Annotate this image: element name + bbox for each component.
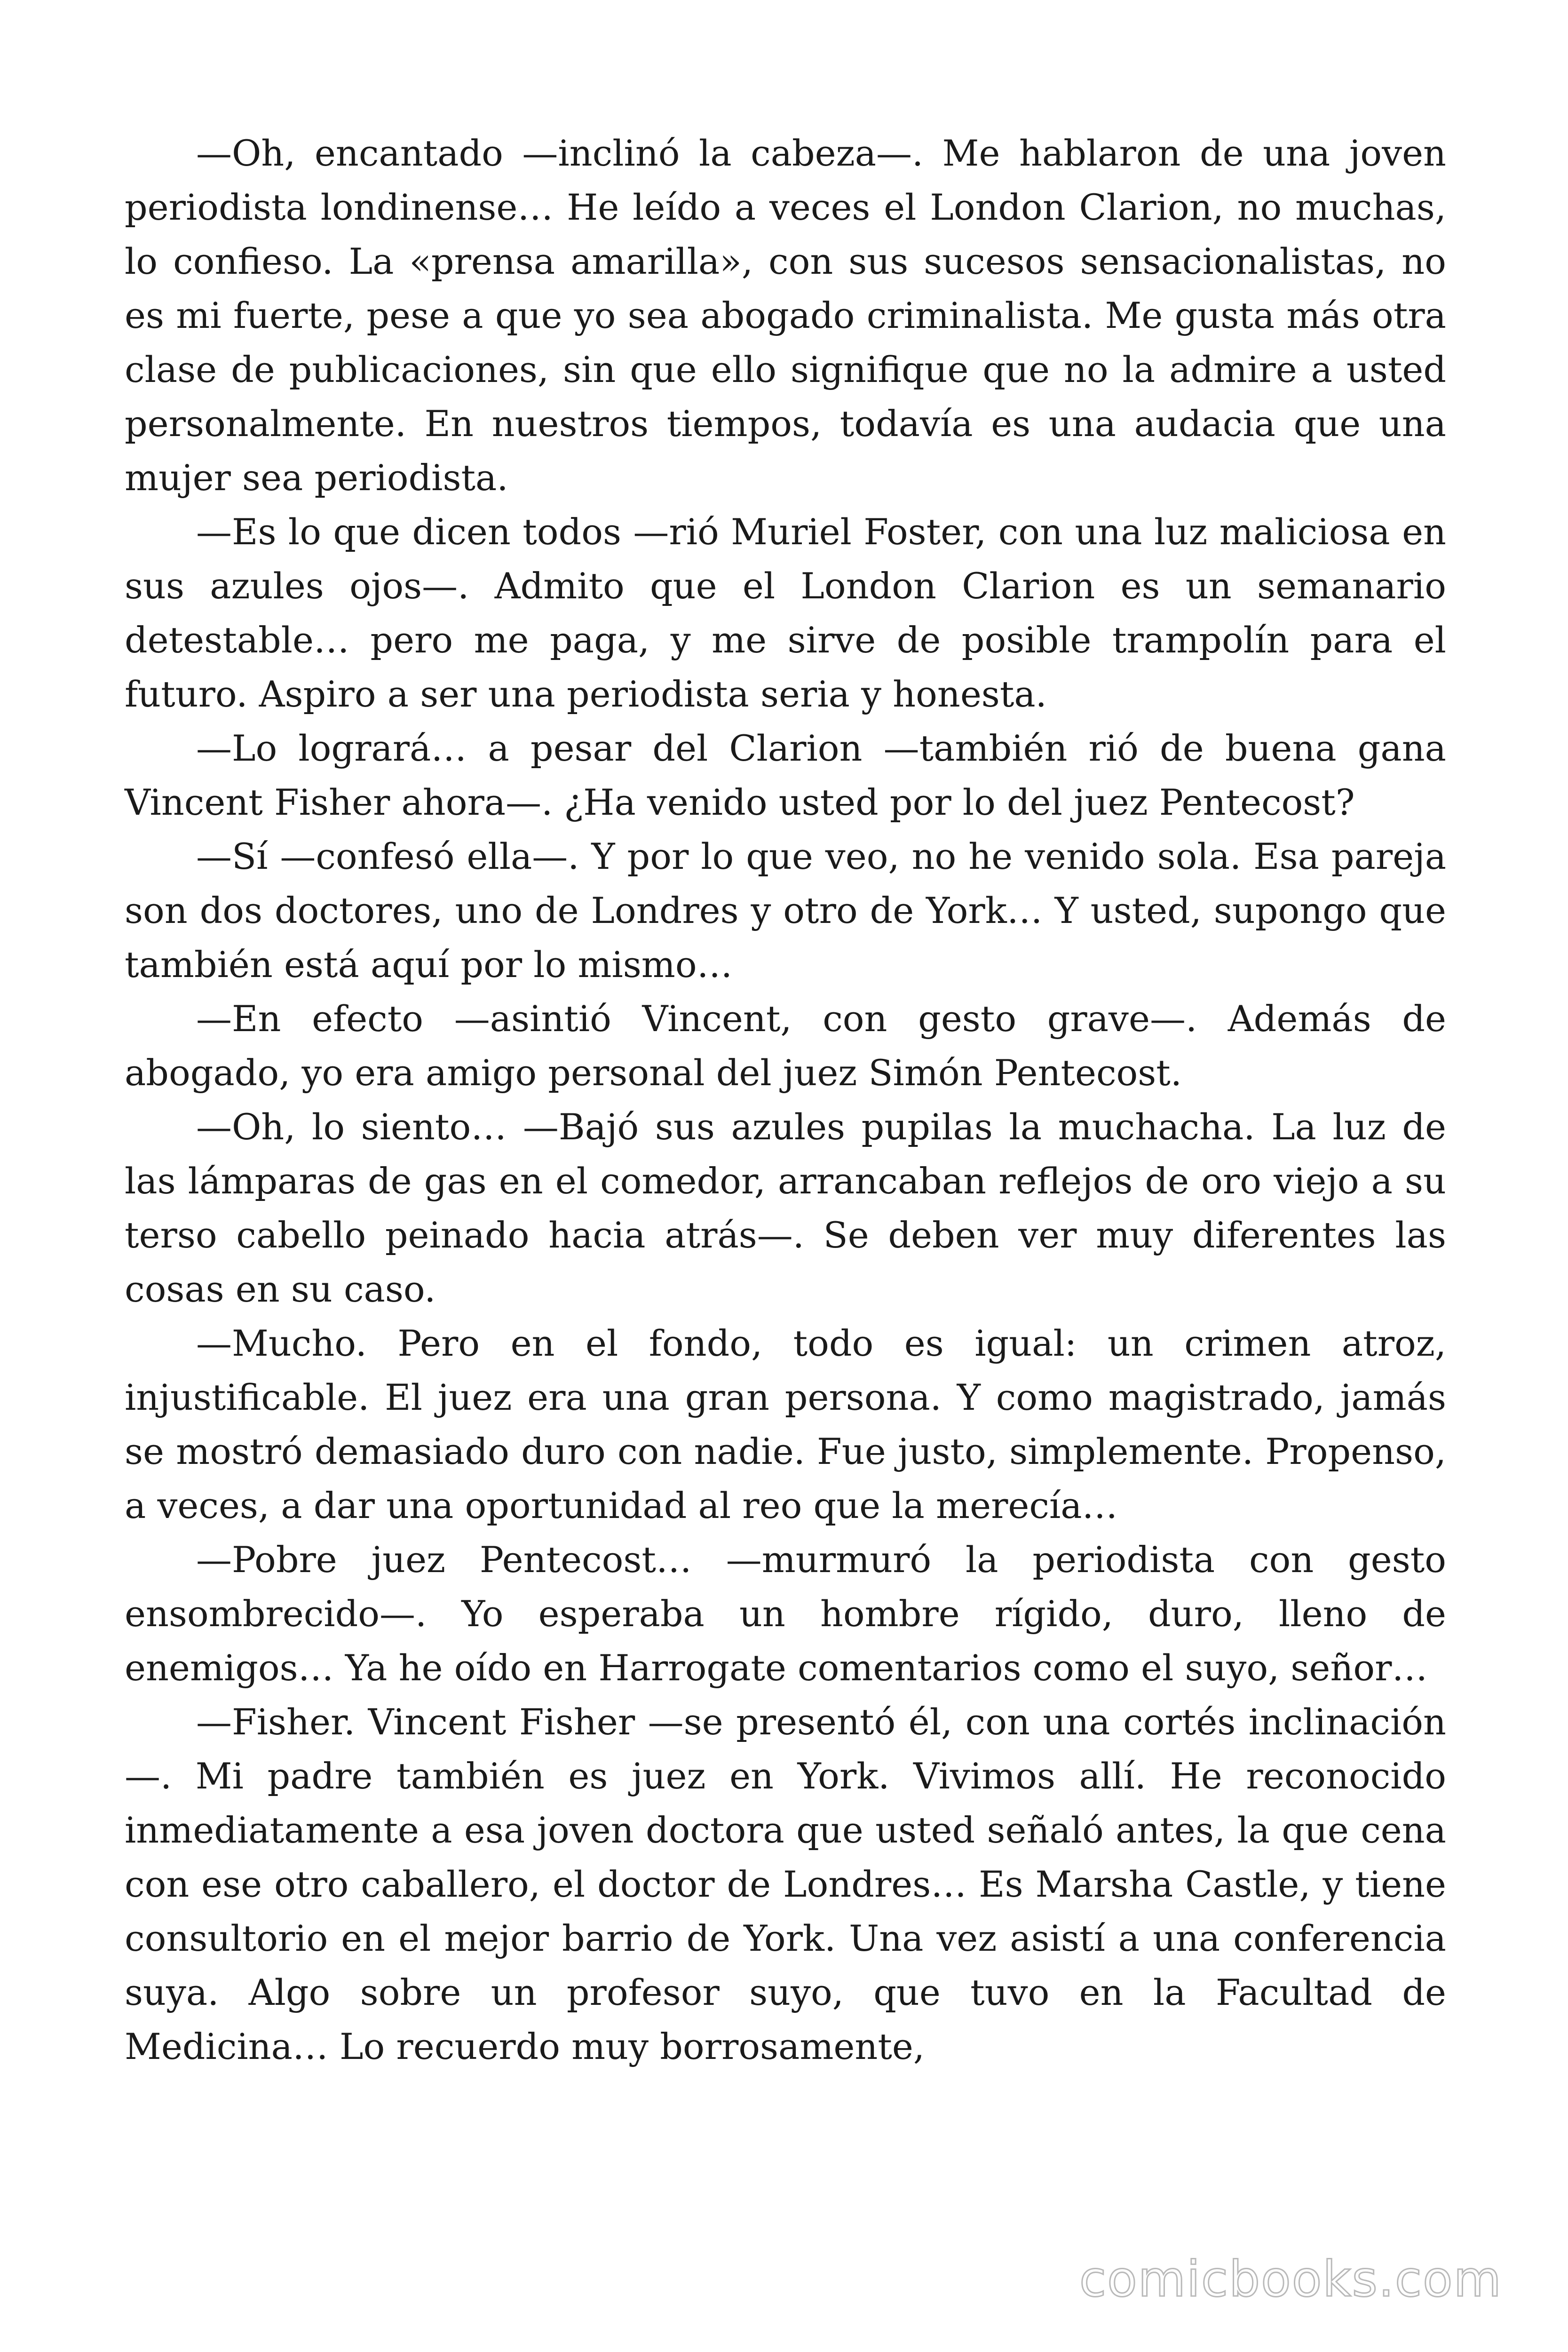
paragraph: —Oh, encantado —inclinó la cabeza—. Me hablaron de una joven periodista londinense… He leído a veces el London Clarion, no muchas, lo confieso. La «prensa amarilla», con sus sucesos sensacionalistas, no es mi fuerte, pese a que yo sea abogado criminalista. Me gusta más otra clase de publicaciones, sin que ello signifique que no la admire a usted personalmente. En nuestros tiempos, todavía es una audacia que una mujer sea periodista. bbox=[125, 132, 1446, 499]
paragraph: —Fisher. Vincent Fisher —se presentó él, con una cortés inclinación—. Mi padre también es juez en York. Vivimos allí. He reconocido inmediatamente a esa joven doctora que usted señaló antes, la que cena con ese otro caballero, el doctor de Londres… Es Marsha Castle, y tiene consultorio en el mejor barrio de York. Una vez asistí a una conferencia suya. Algo sobre un profesor suyo, que tuvo en la Facultad de Medicina… Lo recuerdo muy borrosamente, bbox=[125, 1701, 1446, 2067]
site-watermark: comicbooks.com bbox=[1079, 2250, 1502, 2308]
paragraph: —Sí —confesó ella—. Y por lo que veo, no he venido sola. Esa pareja son dos doctores, uno de Londres y otro de York… Y usted, supongo que también está aquí por lo mismo… bbox=[125, 835, 1446, 985]
paragraph: —Mucho. Pero en el fondo, todo es igual: un crimen atroz, injustificable. El juez era una gran persona. Y como magistrado, jamás se mostró demasiado duro con nadie. Fue justo, simplemente. Propenso, a veces, a dar una oportunidad al reo que la merecía… bbox=[125, 1322, 1446, 1526]
book-page-text bbox=[125, 126, 1446, 2074]
paragraph: —En efecto —asintió Vincent, con gesto grave—. Además de abogado, yo era amigo personal del juez Simón Pentecost. bbox=[125, 998, 1446, 1094]
paragraph: —Oh, lo siento… —Bajó sus azules pupilas la muchacha. La luz de las lámparas de gas en el comedor, arrancaban reflejos de oro viejo a su terso cabello peinado hacia atrás—. Se deben ver muy diferentes las cosas en su caso. bbox=[125, 1106, 1446, 1310]
paragraph: —Lo logrará… a pesar del Clarion —también rió de buena gana Vincent Fisher ahora—. ¿Ha venido usted por lo del juez Pentecost? bbox=[125, 727, 1446, 823]
paragraph: —Es lo que dicen todos —rió Muriel Foster, con una luz maliciosa en sus azules ojos—. Admito que el London Clarion es un semanario detestable… pero me paga, y me sirve de posible trampolín para el futuro. Aspiro a ser una periodista seria y honesta. bbox=[125, 511, 1446, 715]
paragraph: —Pobre juez Pentecost… —murmuró la periodista con gesto ensombrecido—. Yo esperaba un hombre rígido, duro, lleno de enemigos… Ya he oído en Harrogate comentarios como el suyo, señor… bbox=[125, 1539, 1446, 1689]
